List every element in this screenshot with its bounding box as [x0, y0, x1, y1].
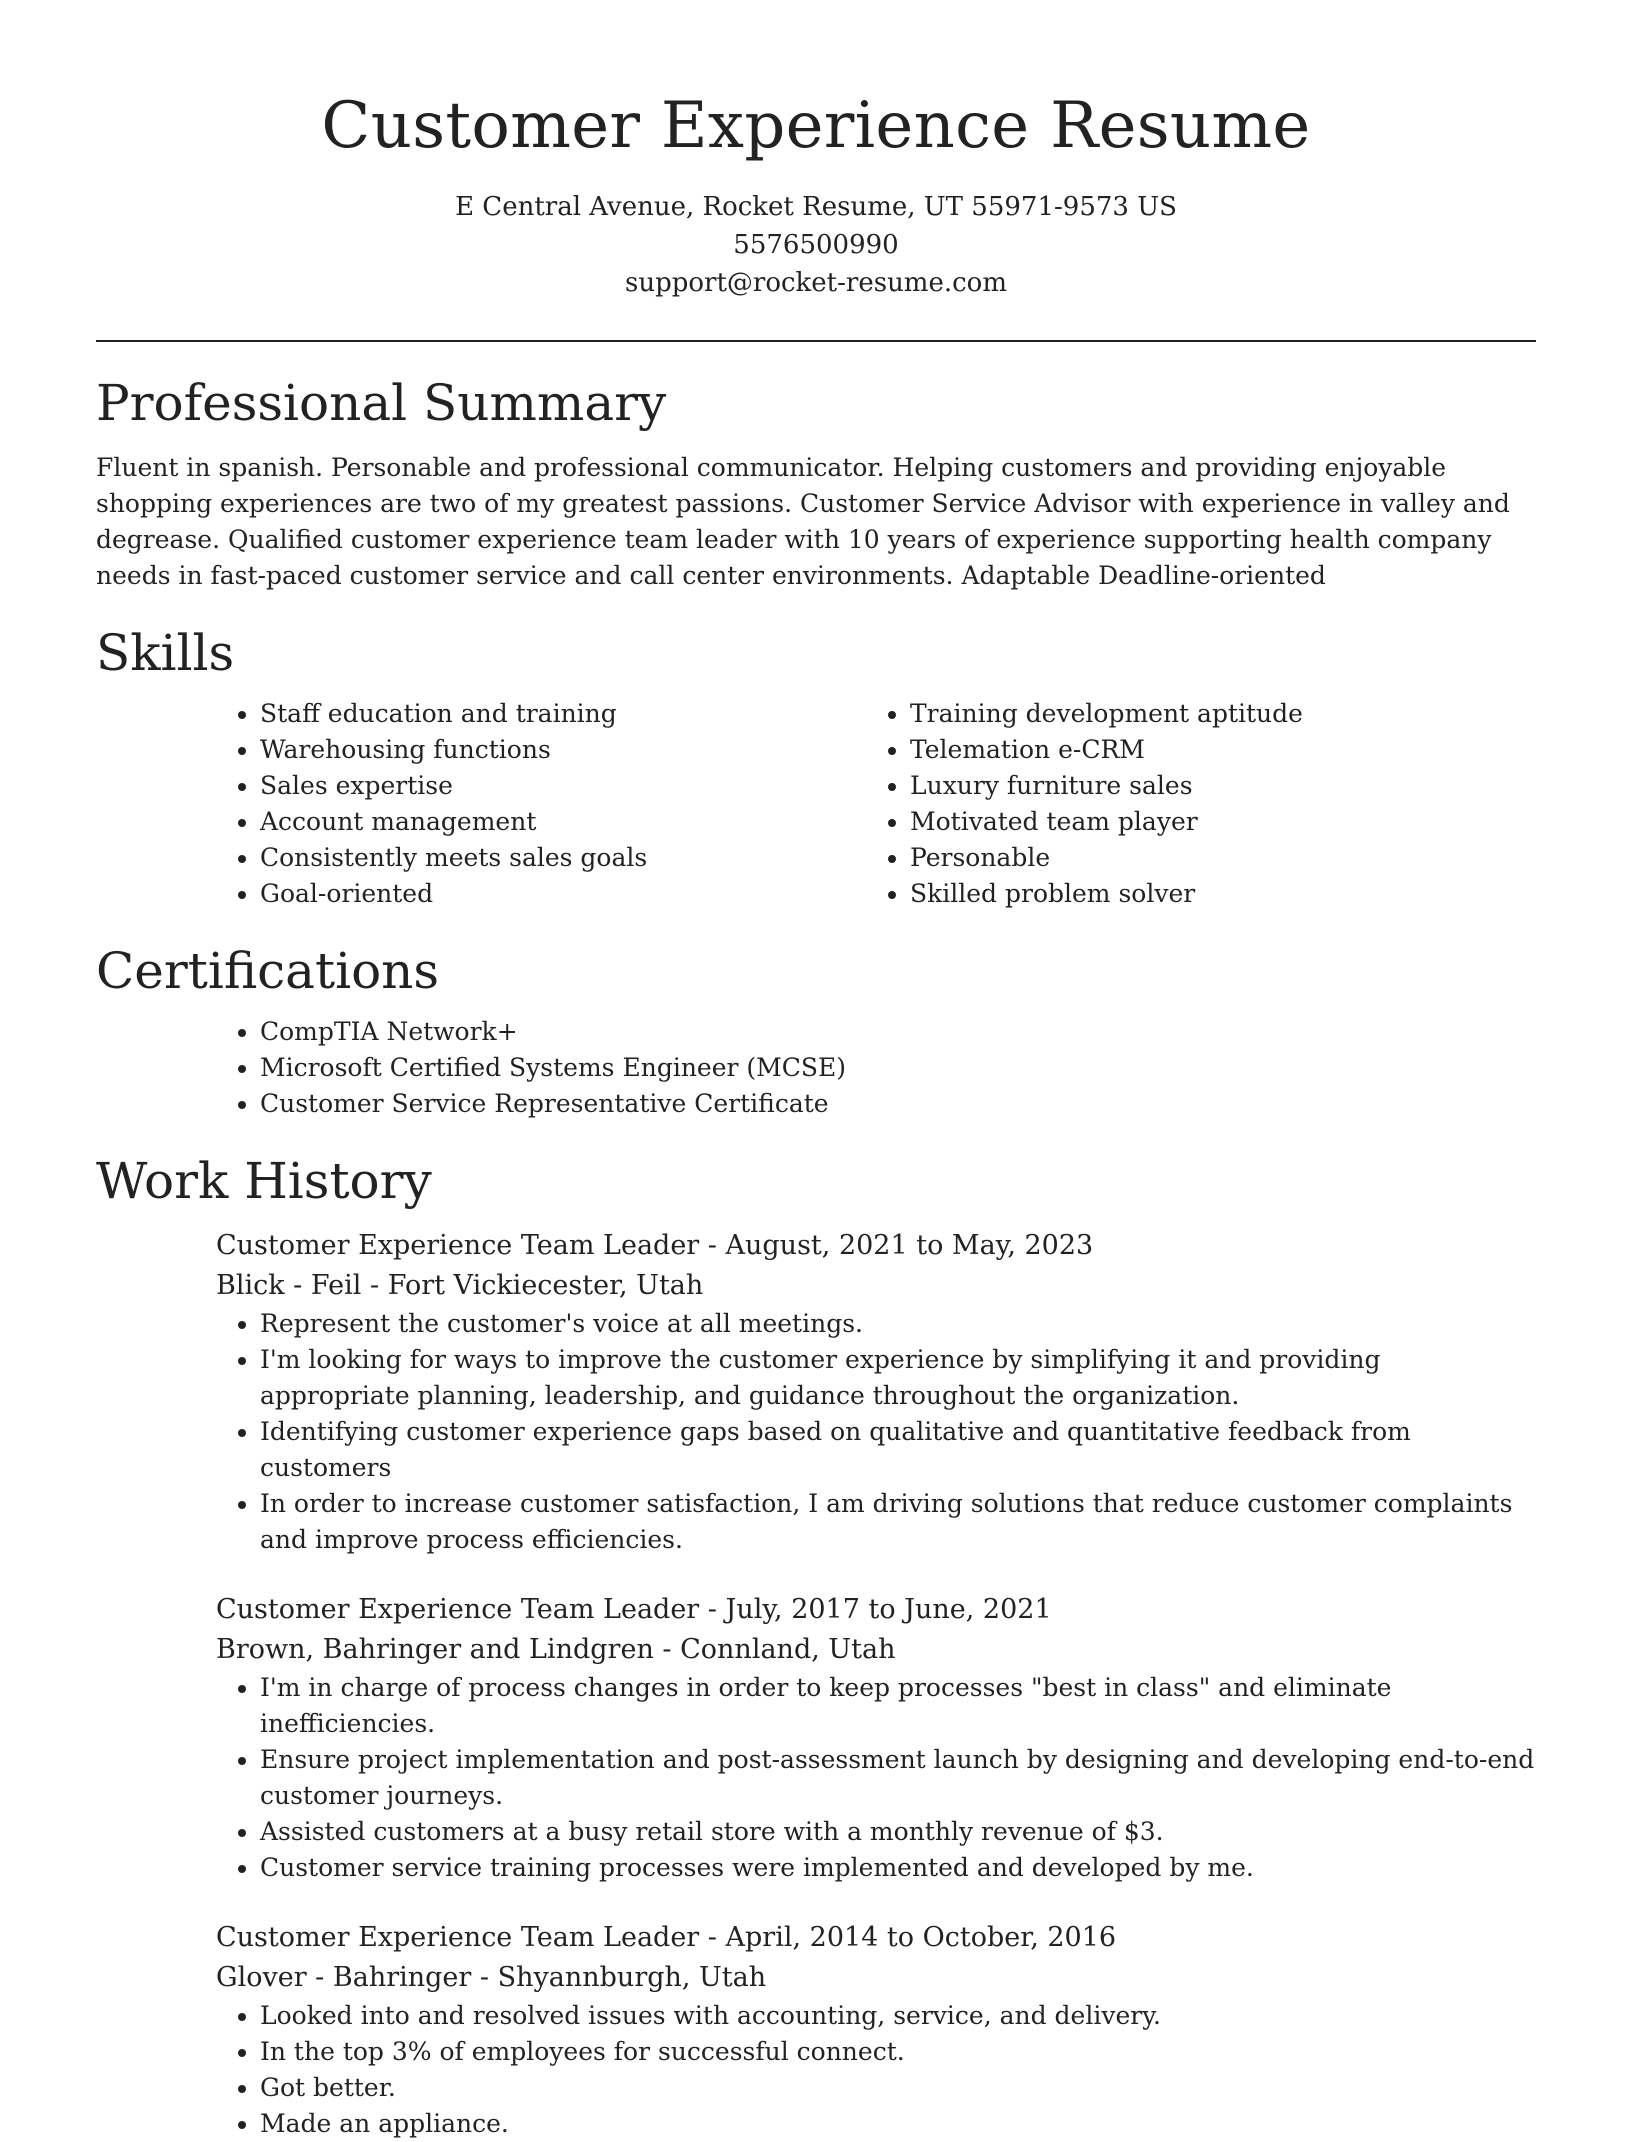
job-title-line: Customer Experience Team Leader - July, 2017 to June, 2021	[216, 1594, 1052, 1625]
job-entry	[96, 1226, 1536, 1558]
job-dates: April, 2014 to October, 2016	[725, 1922, 1117, 1953]
job-bullet: • In order to increase customer satisfaction, I am driving solutions that reduce customer complaints and improve process efficiencies.	[260, 1486, 1536, 1558]
job-bullet: • Represent the customer's voice at all meetings.	[260, 1306, 1536, 1342]
skills-section	[96, 622, 1536, 912]
skills-columns	[96, 696, 1536, 912]
work-history-heading: Work History	[96, 1152, 432, 1210]
skill-item: • Consistently meets sales goals	[260, 840, 746, 876]
contact-block	[96, 188, 1536, 302]
job-location: Shyannburgh, Utah	[497, 1962, 767, 1993]
job-bullet: • In the top 3% of employees for successful connect.	[260, 2034, 1536, 2070]
job-bullet: • Made an appliance.	[260, 2106, 1536, 2142]
job-title-line: Customer Experience Team Leader - April, 2014 to October, 2016	[216, 1922, 1117, 1953]
skill-item: • Telemation e-CRM	[910, 732, 1303, 768]
summary-heading: Professional Summary	[96, 374, 667, 432]
job-company: Brown, Bahringer and Lindgren	[216, 1634, 654, 1665]
skill-item: • Sales expertise	[260, 768, 746, 804]
job-bullet: • Assisted customers at a busy retail store with a monthly revenue of $3.	[260, 1814, 1536, 1850]
header-divider	[96, 340, 1536, 342]
skill-item: • Luxury furniture sales	[910, 768, 1303, 804]
job-bullet: • I'm looking for ways to improve the customer experience by simplifying it and providing appropriate planning, leadership, and guidance throughout the organization.	[260, 1342, 1536, 1414]
job-bullet: • Ensure project implementation and post-assessment launch by designing and developing end-to-end customer journeys.	[260, 1742, 1536, 1814]
certifications-section	[96, 940, 1536, 1122]
job-bullet: • Looked into and resolved issues with accounting, service, and delivery.	[260, 1998, 1536, 2034]
skill-item: • Personable	[910, 840, 1303, 876]
job-company-line: Glover - Bahringer - Shyannburgh, Utah	[216, 1962, 767, 1993]
job-dates: July, 2017 to June, 2021	[725, 1594, 1052, 1625]
skill-item: • Skilled problem solver	[910, 876, 1303, 912]
work-history-section	[96, 1150, 1536, 2142]
contact-address: E Central Avenue, Rocket Resume, UT 55971-9573 US	[455, 192, 1177, 222]
job-bullets	[96, 1670, 1536, 1886]
job-entry	[96, 1918, 1536, 2142]
certification-item: • Customer Service Representative Certificate	[260, 1086, 1536, 1122]
skill-item: • Motivated team player	[910, 804, 1303, 840]
job-title: Customer Experience Team Leader	[216, 1594, 700, 1625]
skill-item: • Account management	[260, 804, 746, 840]
skills-heading: Skills	[96, 624, 235, 682]
contact-phone: 5576500990	[733, 230, 899, 260]
skills-list-left	[96, 696, 746, 912]
job-company-line: Brown, Bahringer and Lindgren - Connland, Utah	[216, 1634, 896, 1665]
job-location: Fort Vickiecester, Utah	[387, 1270, 704, 1301]
job-bullets	[96, 1998, 1536, 2142]
resume-title: Customer Experience Resume	[321, 89, 1311, 163]
certification-item: • Microsoft Certified Systems Engineer (MCSE)	[260, 1050, 1536, 1086]
job-bullet: • Customer service training processes were implemented and developed by me.	[260, 1850, 1536, 1886]
resume-page	[96, 0, 1536, 2142]
summary-section	[96, 372, 1536, 594]
contact-email: support@rocket-resume.com	[624, 268, 1007, 298]
job-bullet: • Identifying customer experience gaps based on qualitative and quantitative feedback from customers	[260, 1414, 1536, 1486]
job-title-line: Customer Experience Team Leader - August, 2021 to May, 2023	[216, 1230, 1094, 1261]
skill-item: • Training development aptitude	[910, 696, 1303, 732]
skill-item: • Staff education and training	[260, 696, 746, 732]
certification-item: • CompTIA Network+	[260, 1014, 1536, 1050]
certifications-heading: Certifications	[96, 942, 440, 1000]
job-bullets	[96, 1306, 1536, 1558]
skill-item: • Warehousing functions	[260, 732, 746, 768]
job-company-line: Blick - Feil - Fort Vickiecester, Utah	[216, 1270, 704, 1301]
job-entry	[96, 1590, 1536, 1886]
job-bullet: • Got better.	[260, 2070, 1536, 2106]
job-bullet: • I'm in charge of process changes in order to keep processes "best in class" and eliminate inefficiencies.	[260, 1670, 1536, 1742]
job-title: Customer Experience Team Leader	[216, 1922, 700, 1953]
summary-text: Fluent in spanish. Personable and professional communicator. Helping customers and providing enjoyable shopping experiences are two of my greatest passions. Customer Service Advisor with experience in valley and degrease. Qualified customer experience team leader with 10 years of experience supporting health company needs in fast-paced customer service and call center environments. Adaptable Deadline-oriented	[96, 453, 1510, 590]
job-title: Customer Experience Team Leader	[216, 1230, 700, 1261]
job-dates: August, 2021 to May, 2023	[725, 1230, 1094, 1261]
job-company: Blick - Feil	[216, 1270, 362, 1301]
skill-item: • Goal-oriented	[260, 876, 746, 912]
certifications-list	[96, 1014, 1536, 1122]
job-company: Glover - Bahringer	[216, 1962, 472, 1993]
skills-list-right	[746, 696, 1303, 912]
job-location: Connland, Utah	[680, 1634, 896, 1665]
